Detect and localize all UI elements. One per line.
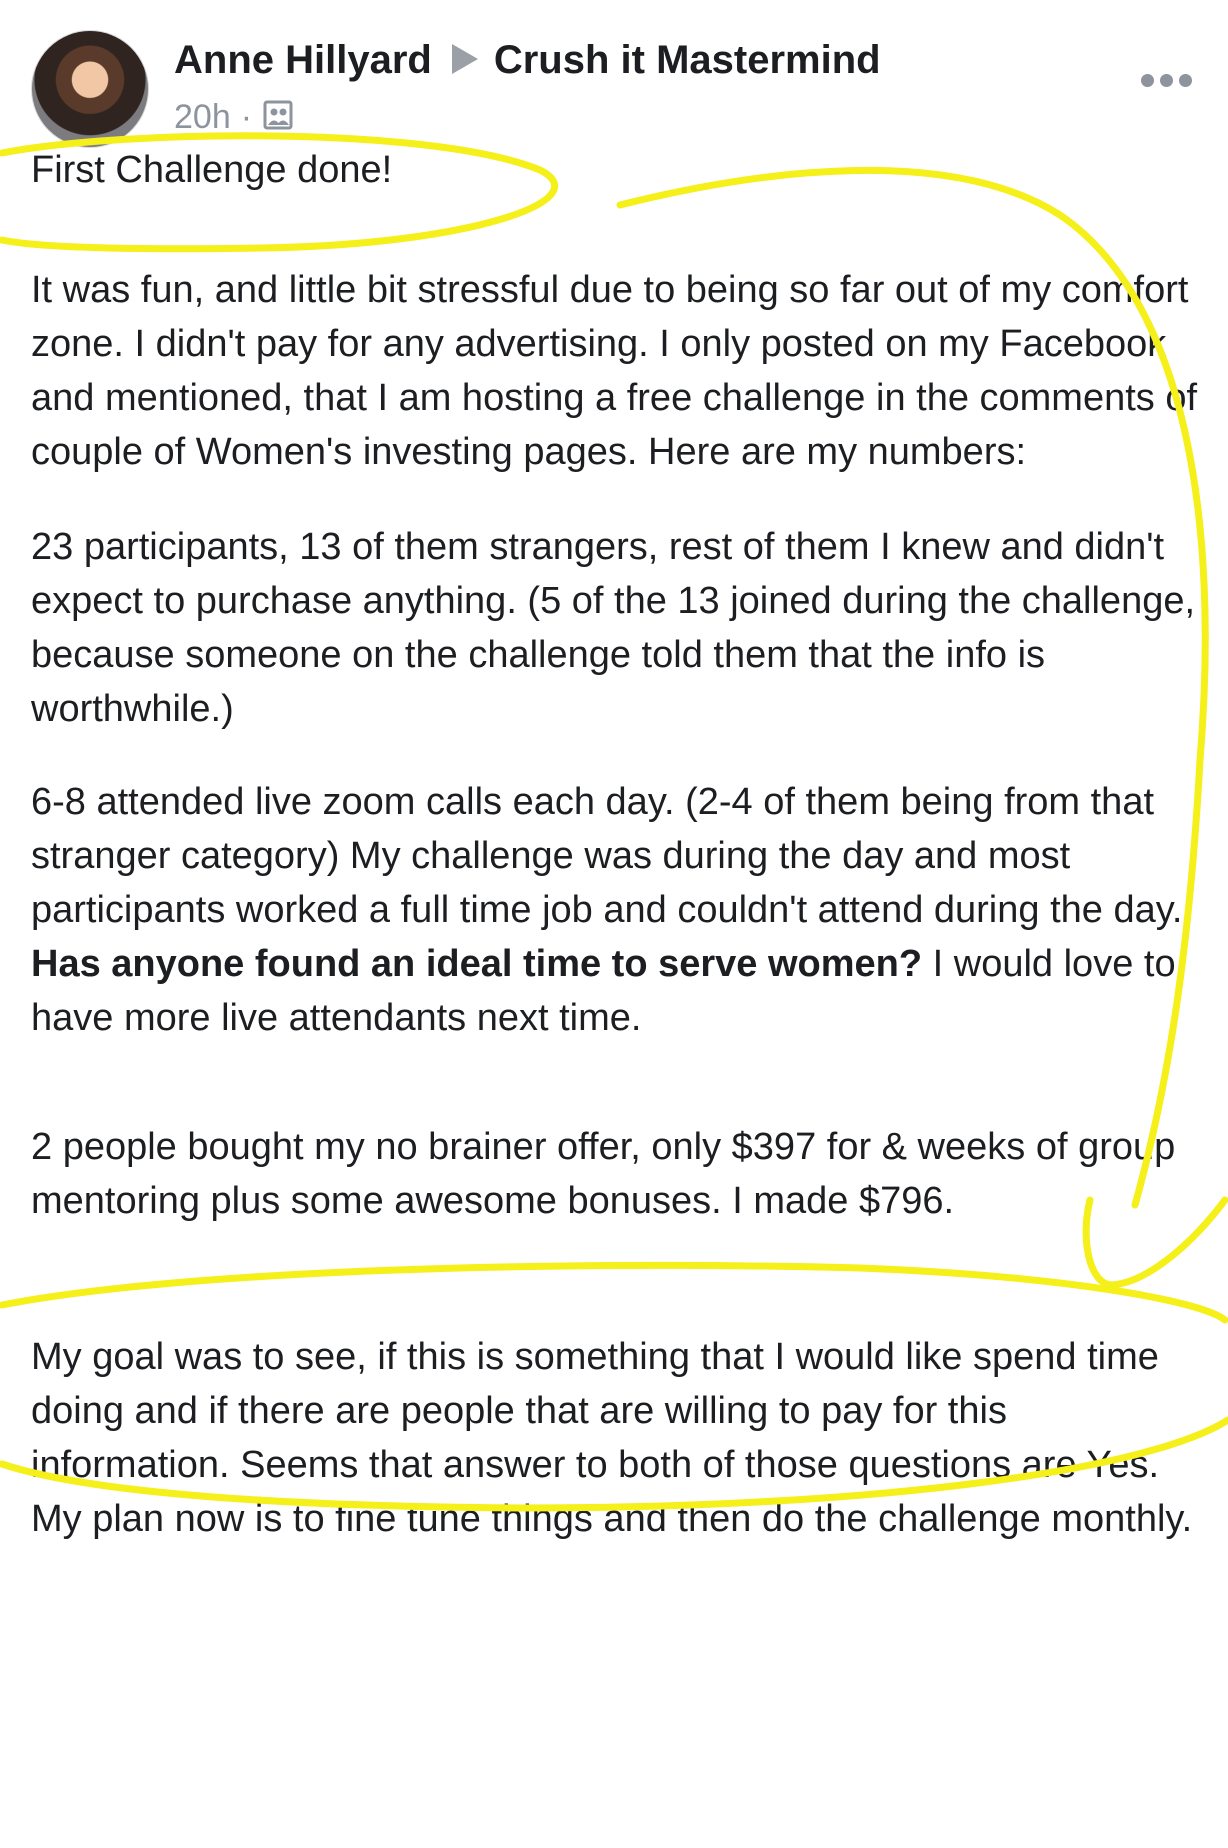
post-time[interactable]: 20h: [174, 98, 231, 136]
paragraph-4-text: 6-8 attended live zoom calls each day. (2-4 of them being from that stranger category) My challenge was during the day and most participants worked a full time job and couldn't attend during the day.: [31, 781, 1183, 931]
post-paragraph-2: It was fun, and little bit stressful due to being so far out of my comfort zone. I didn't pay for any advertising. I only posted on my Facebook and mentioned, that I am hosting a free challenge in the comments of couple of Women's investing pages. Here are my numbers:: [31, 269, 1198, 473]
post-paragraph-6: My goal was to see, if this is something that I would like spend time doing and if there are people that are willing to pay for this information. Seems that answer to both of those questions are Yes. My plan now is to fine tune things and then do the challenge monthly.: [31, 1336, 1193, 1540]
post-meta: [174, 98, 294, 137]
shared-to-arrow-icon: [452, 44, 478, 74]
post-paragraph-5: 2 people bought my no brainer offer, only $397 for & weeks of group mentoring plus some awesome bonuses. I made $796.: [31, 1126, 1176, 1222]
paragraph-4-tail: I would love to have more live attendants next time.: [31, 943, 1176, 1039]
group-audience-icon: [262, 99, 294, 131]
post-title-line: [174, 38, 881, 83]
author-name[interactable]: Anne Hillyard: [174, 38, 432, 82]
bold-question: Has anyone found an ideal time to serve women?: [31, 943, 923, 985]
post-paragraph-3: 23 participants, 13 of them strangers, rest of them I knew and didn't expect to purchase anything. (5 of the 13 joined during the challenge, because someone on the challenge told them that the info is worthwhile.): [31, 526, 1196, 730]
post-paragraph-4: [31, 775, 1201, 1045]
author-avatar[interactable]: [31, 30, 149, 148]
group-name[interactable]: Crush it Mastermind: [493, 38, 881, 82]
post-paragraph-1: First Challenge done!: [31, 149, 393, 191]
more-options-icon[interactable]: [1135, 54, 1192, 94]
post-header: [0, 0, 1228, 150]
meta-separator: ·: [240, 98, 253, 136]
